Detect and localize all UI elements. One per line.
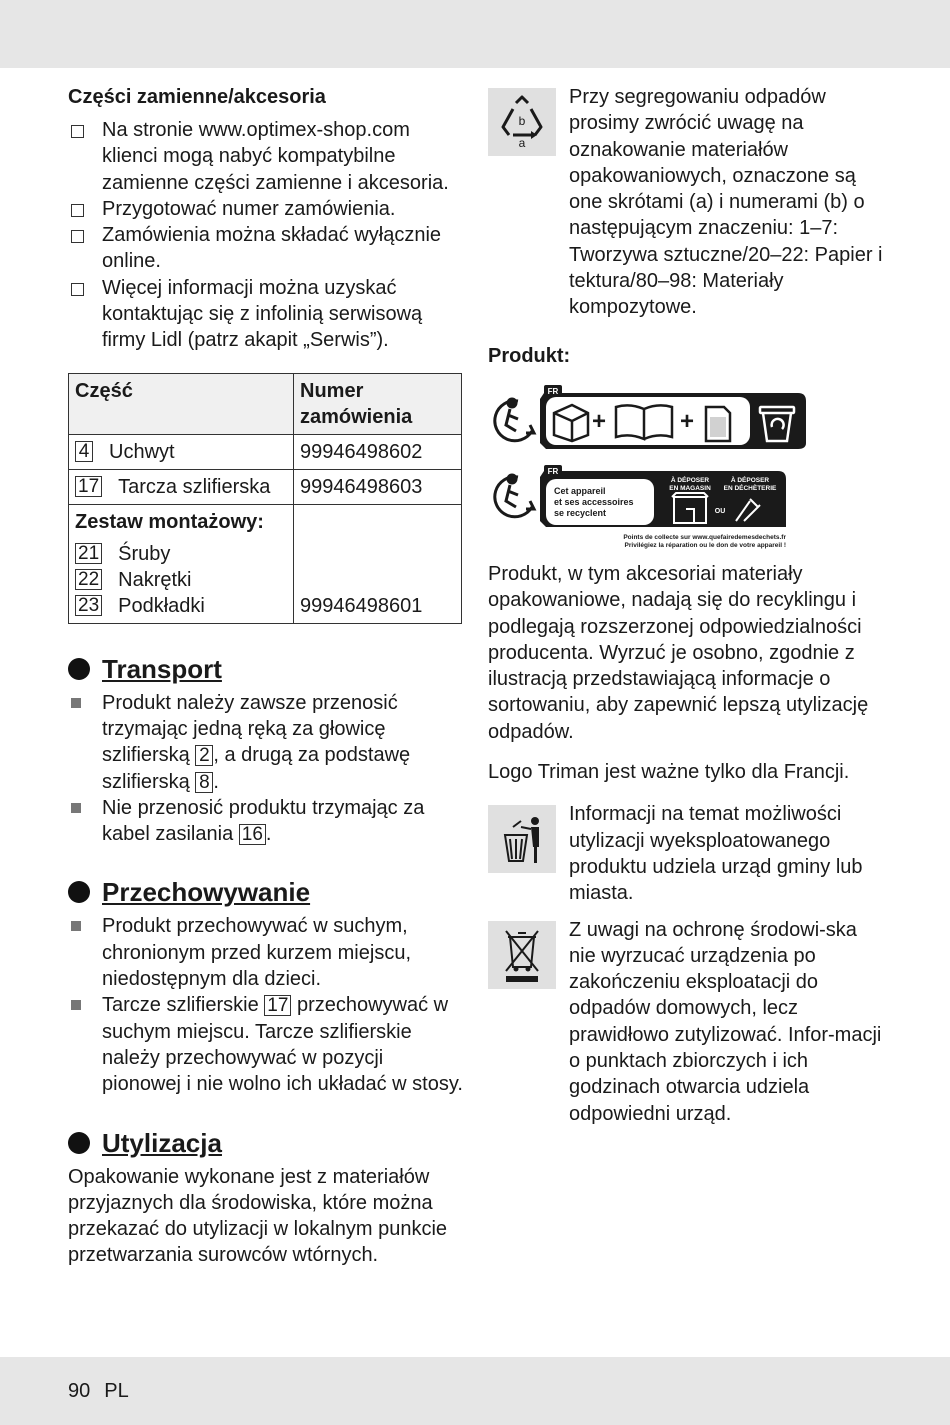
recycling-info	[488, 84, 888, 321]
col-header-number: Numer zamówienia	[294, 373, 462, 434]
storage-heading	[68, 877, 463, 907]
part-name: Śruby	[118, 542, 171, 565]
list-item: Produkt należy zawsze przenosić trzymając jedną ręką za głowicę szlifierską 2 , a drugą za podstawę szlifierską 8 .	[68, 690, 463, 795]
part-number: 99946498602	[294, 434, 462, 469]
part-ref: 2	[195, 745, 213, 766]
svg-text:b: b	[518, 114, 526, 128]
table-row	[69, 469, 462, 504]
list-item: Zamówienia można składać wyłącznie online.	[68, 222, 463, 275]
table-row	[69, 504, 462, 623]
list-item: Tarcze szlifierskie 17 przechowywać w suchym miejscu. Tarcze szlifierskie należy przechowywać w pozycji pionowej i nie wolno ich układać w stosy.	[68, 992, 463, 1097]
triman-device-row	[488, 465, 888, 549]
part-ref: 23	[75, 595, 102, 616]
part-number: 99946498603	[294, 469, 462, 504]
crossed-bin-icon	[488, 921, 556, 989]
top-band	[0, 0, 950, 68]
svg-text:a: a	[518, 136, 526, 149]
svg-text:OU: OU	[714, 507, 726, 515]
logo-note: Logo Triman jest ważne tylko dla Francji.	[488, 761, 850, 784]
svg-text:se recyclent: se recyclent	[554, 507, 607, 518]
part-ref: 17	[75, 476, 102, 497]
disposal-text: Opakowanie wykonane jest z materiałów przyjaznych dla środowiska, które można przekazać do utylizacji w lokalnym punkcie przetwarzania surowców wtórnych.	[68, 1165, 448, 1267]
list-item: Przygotować numer zamówienia.	[68, 196, 463, 222]
part-number: 99946498601	[294, 504, 462, 623]
list-item: Na stronie www.optimex-shop.com klienci mogą nabyć kompatybilne zamienne części zamienne i akcesoria.	[68, 117, 463, 196]
svg-text:À DÉPOSER: À DÉPOSER	[730, 476, 770, 484]
part-ref: 22	[75, 569, 102, 590]
svg-text:Privilégiez la réparation ou l: Privilégiez la réparation ou le don de votre appareil !	[624, 541, 786, 549]
table-header-row	[69, 373, 462, 434]
svg-text:+: +	[679, 407, 695, 435]
section-title: Transport	[102, 653, 222, 684]
right-column	[488, 84, 888, 1127]
svg-text:FR: FR	[547, 466, 559, 476]
bullet-dot-icon	[68, 658, 90, 680]
svg-text:FR: FR	[547, 386, 559, 396]
triman-packaging-row	[488, 385, 888, 453]
triman-logo	[488, 385, 888, 549]
part-name: Podkładki	[118, 594, 205, 617]
recycling-text: Przy segregowaniu odpadów prosimy zwrócić uwagę na oznakowanie materiałów opakowaniowych, oznaczone są one skrótami (a) i numerami (b) o następującym znaczeniu: 1–7: Tworzywa sztuczne/20–22: Papier i tektura/80–98: Materiały kompozytowe.	[569, 86, 883, 319]
svg-text:Points de collecte sur www.que: Points de collecte sur www.quefairedemesdechets.fr	[623, 533, 786, 541]
part-name: Tarcza szlifierska	[118, 475, 271, 498]
part-name: Uchwyt	[109, 440, 175, 463]
list-item: Produkt przechowywać w suchym, chronionym przed kurzem miejscu, niedostępnym dla dzieci.	[68, 913, 463, 992]
waste-info	[488, 801, 888, 906]
language-code: PL	[104, 1380, 129, 1402]
weee-info	[488, 917, 888, 1127]
page-number: 90	[68, 1380, 91, 1402]
part-ref: 16	[239, 824, 266, 845]
part-ref: 8	[195, 772, 213, 793]
parts-table	[68, 373, 462, 624]
svg-text:EN MAGASIN: EN MAGASIN	[669, 484, 711, 492]
spare-parts-heading: Części zamienne/akcesoria	[68, 86, 326, 108]
svg-text:+: +	[591, 407, 607, 435]
col-header-part: Część	[69, 373, 294, 434]
table-row	[69, 434, 462, 469]
page-footer	[68, 1380, 129, 1403]
part-name: Nakrętki	[118, 568, 192, 591]
waste-text: Informacji na temat możliwości utylizacji wyeksploatowanego produktu udziela urząd gminy lub miasta.	[569, 803, 863, 905]
left-column	[68, 84, 463, 1269]
part-ref: 21	[75, 543, 102, 564]
spare-parts-list	[68, 117, 463, 354]
part-ref: 17	[264, 995, 291, 1016]
svg-text:À DÉPOSER: À DÉPOSER	[670, 476, 710, 484]
bottom-band	[0, 1357, 950, 1425]
bullet-dot-icon	[68, 1132, 90, 1154]
part-ref: 4	[75, 441, 93, 462]
product-label: Produkt:	[488, 344, 571, 367]
list-item: Więcej informacji można uzyskać kontaktując się z infolinią serwisową firmy Lidl (patrz akapit „Serwis”).	[68, 275, 463, 354]
svg-text:Cet appareil: Cet appareil	[554, 485, 606, 496]
transport-list	[68, 690, 463, 848]
svg-text:et ses accessoires: et ses accessoires	[554, 496, 634, 507]
recycling-code-icon	[488, 88, 556, 156]
svg-text:EN DÉCHÈTERIE: EN DÉCHÈTERIE	[723, 484, 777, 492]
transport-heading	[68, 654, 463, 684]
bullet-dot-icon	[68, 881, 90, 903]
section-title: Utylizacja	[102, 1127, 222, 1158]
list-item: Nie przenosić produktu trzymając za kabel zasilania 16 .	[68, 795, 463, 848]
weee-text: Z uwagi na ochronę środowi-ska nie wyrzucać urządzenia po zakończeniu eksploatacji do odpadów domowych, lecz prawidłowo zutylizować. Infor-macji o punktach zbiorczych i ich godzinach otwarcia udziela odpowiedni urząd.	[569, 918, 882, 1125]
storage-list	[68, 913, 463, 1097]
product-text: Produkt, w tym akcesoriai materiały opakowaniowe, nadają się do recyklingu i podlegają rozszerzonej odpowiedzialności producenta. Wyrzuć je osobno, zgodnie z ilustracją przedstawiającą informacje o sortowaniu, aby zapewnić lepszą utylizację odpadów.	[488, 562, 869, 743]
section-title: Przechowywanie	[102, 877, 311, 908]
trash-bin-person-icon	[488, 805, 556, 873]
set-title: Zestaw montażowy:	[75, 510, 264, 533]
disposal-heading	[68, 1128, 463, 1158]
